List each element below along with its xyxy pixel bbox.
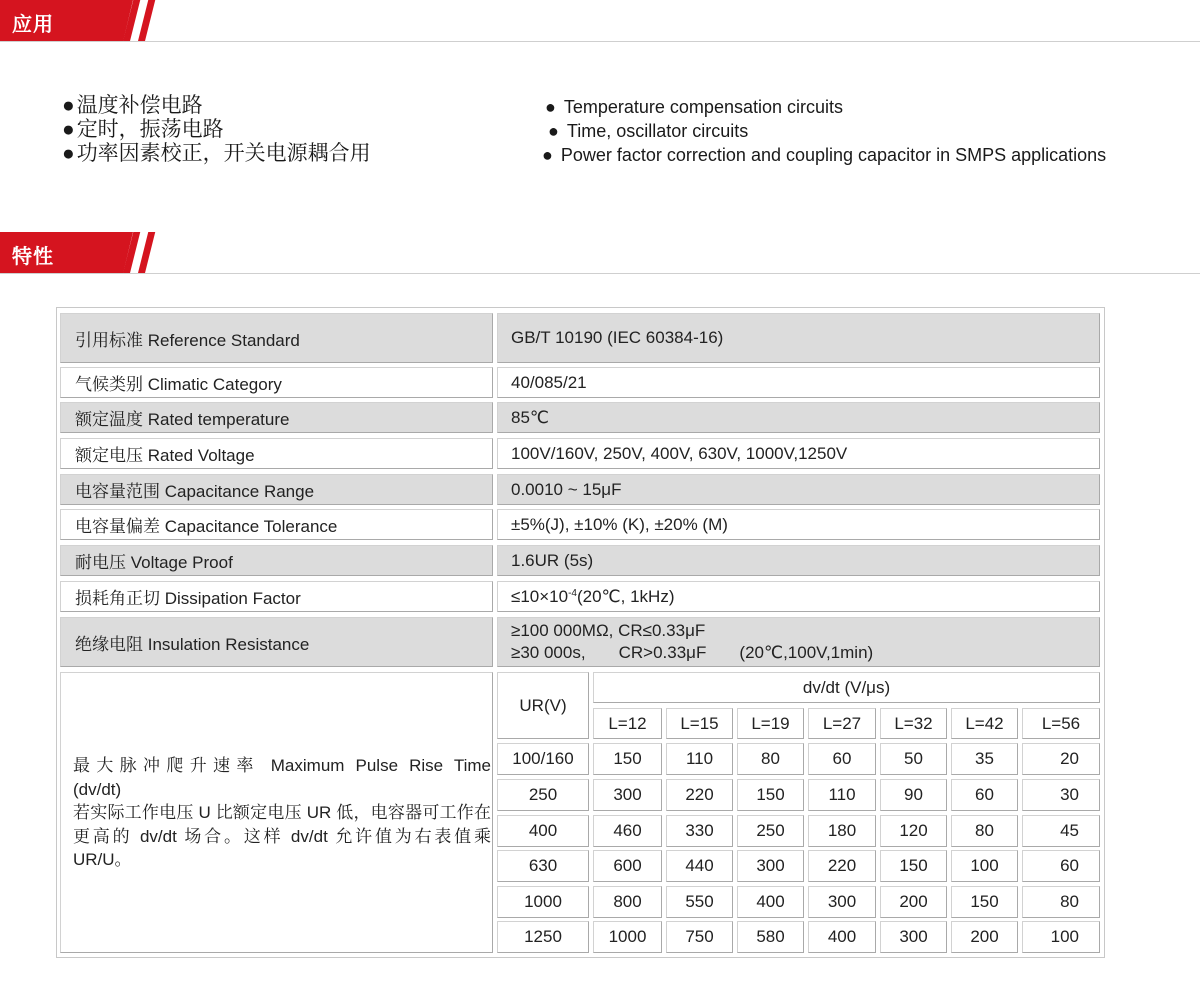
length-header: L=12 bbox=[593, 708, 662, 739]
spec-value: 85℃ bbox=[497, 402, 1100, 433]
dvdt-header: dv/dt (V/μs) bbox=[593, 672, 1100, 703]
dvdt-cell: 440 bbox=[666, 850, 733, 882]
dvdt-cell: 460 bbox=[593, 815, 662, 847]
spec-label: 引用标准 Reference Standard bbox=[60, 313, 493, 363]
dvdt-cell: 80 bbox=[737, 743, 804, 775]
list-item: ●功率因素校正，开关电源耦合用 bbox=[62, 142, 371, 165]
bullet-icon: ● bbox=[542, 145, 553, 165]
dvdt-cell: 800 bbox=[593, 886, 662, 918]
length-header: L=27 bbox=[808, 708, 876, 739]
spec-label: 绝缘电阻 Insulation Resistance bbox=[60, 617, 493, 667]
list-item: ● Temperature compensation circuits bbox=[545, 97, 843, 117]
dvdt-cell: 400 bbox=[737, 886, 804, 918]
dvdt-cell: 45 bbox=[1022, 815, 1100, 847]
section-header-application bbox=[0, 0, 1200, 42]
spec-value: 0.0010 ~ 15μF bbox=[497, 474, 1100, 505]
dvdt-cell: 300 bbox=[593, 779, 662, 811]
header-stripe bbox=[138, 0, 155, 42]
application-list-cn bbox=[62, 94, 371, 166]
dvdt-cell: 550 bbox=[666, 886, 733, 918]
spec-value: ≥100 000MΩ, CR≤0.33μF ≥30 000s, CR>0.33μF (20℃,100V,1min) bbox=[497, 617, 1100, 667]
dvdt-cell: 180 bbox=[808, 815, 876, 847]
dvdt-cell: 60 bbox=[808, 743, 876, 775]
dvdt-cell: 200 bbox=[951, 921, 1018, 953]
dvdt-cell: 250 bbox=[737, 815, 804, 847]
dvdt-cell: 400 bbox=[808, 921, 876, 953]
dvdt-cell: 90 bbox=[880, 779, 947, 811]
section-title-application: 应用 bbox=[12, 14, 54, 36]
spec-value: 40/085/21 bbox=[497, 367, 1100, 398]
length-header: L=56 bbox=[1022, 708, 1100, 739]
ur-cell: 1000 bbox=[497, 886, 589, 918]
section-divider bbox=[0, 273, 1200, 274]
length-header: L=15 bbox=[666, 708, 733, 739]
list-item: ●温度补偿电路 bbox=[62, 94, 203, 117]
header-stripe bbox=[138, 232, 155, 274]
bullet-icon: ● bbox=[62, 94, 75, 117]
ur-cell: 100/160 bbox=[497, 743, 589, 775]
dvdt-cell: 300 bbox=[737, 850, 804, 882]
spec-label: 损耗角正切 Dissipation Factor bbox=[60, 581, 493, 612]
dvdt-cell: 60 bbox=[1022, 850, 1100, 882]
spec-value: 1.6UR (5s) bbox=[497, 545, 1100, 576]
dvdt-cell: 120 bbox=[880, 815, 947, 847]
dvdt-cell: 150 bbox=[593, 743, 662, 775]
bullet-icon: ● bbox=[545, 97, 556, 117]
spec-label: 额定温度 Rated temperature bbox=[60, 402, 493, 433]
length-header: L=32 bbox=[880, 708, 947, 739]
spec-value: ±5%(J), ±10% (K), ±20% (M) bbox=[497, 509, 1100, 540]
dvdt-cell: 600 bbox=[593, 850, 662, 882]
dvdt-cell: 35 bbox=[951, 743, 1018, 775]
dvdt-cell: 1000 bbox=[593, 921, 662, 953]
dvdt-cell: 100 bbox=[951, 850, 1018, 882]
dvdt-cell: 50 bbox=[880, 743, 947, 775]
pulse-note: 若实际工作电压 U 比额定电压 UR 低，电容器可工作在更高的 dv/dt 场合。这样 dv/dt 允许值为右表值乘 UR/U。 bbox=[73, 803, 491, 869]
spec-label: 耐电压 Voltage Proof bbox=[60, 545, 493, 576]
ur-cell: 630 bbox=[497, 850, 589, 882]
list-item: ●定时，振荡电路 bbox=[62, 118, 224, 141]
ur-header: UR(V) bbox=[497, 672, 589, 739]
dvdt-cell: 200 bbox=[880, 886, 947, 918]
section-title-features: 特性 bbox=[12, 246, 54, 268]
dvdt-cell: 330 bbox=[666, 815, 733, 847]
dvdt-cell: 300 bbox=[808, 886, 876, 918]
dvdt-cell: 80 bbox=[1022, 886, 1100, 918]
ur-cell: 1250 bbox=[497, 921, 589, 953]
dvdt-cell: 150 bbox=[737, 779, 804, 811]
list-item: ● Time, oscillator circuits bbox=[548, 121, 749, 141]
bullet-icon: ● bbox=[548, 121, 559, 141]
ur-cell: 400 bbox=[497, 815, 589, 847]
pulse-title: 最大脉冲爬升速率 Maximum Pulse Rise Time bbox=[73, 756, 491, 775]
dvdt-cell: 60 bbox=[951, 779, 1018, 811]
dvdt-cell: 30 bbox=[1022, 779, 1100, 811]
spec-label: 电容量范围 Capacitance Range bbox=[60, 474, 493, 505]
spec-value: 100V/160V, 250V, 400V, 630V, 1000V,1250V bbox=[497, 438, 1100, 469]
dvdt-cell: 110 bbox=[808, 779, 876, 811]
length-header: L=19 bbox=[737, 708, 804, 739]
section-divider bbox=[0, 41, 1200, 42]
pulse-subtitle: (dv/dt) bbox=[73, 779, 122, 799]
spec-label: 电容量偏差 Capacitance Tolerance bbox=[60, 509, 493, 540]
dvdt-cell: 750 bbox=[666, 921, 733, 953]
dvdt-cell: 150 bbox=[880, 850, 947, 882]
ur-cell: 250 bbox=[497, 779, 589, 811]
dvdt-cell: 580 bbox=[737, 921, 804, 953]
spec-label: 额定电压 Rated Voltage bbox=[60, 438, 493, 469]
dvdt-cell: 220 bbox=[808, 850, 876, 882]
bullet-icon: ● bbox=[62, 118, 75, 141]
application-list-en bbox=[542, 95, 1107, 167]
dvdt-cell: 300 bbox=[880, 921, 947, 953]
dvdt-cell: 20 bbox=[1022, 743, 1100, 775]
list-item: ● Power factor correction and coupling capacitor in SMPS applications bbox=[542, 145, 1107, 165]
pulse-description bbox=[73, 754, 491, 872]
dvdt-cell: 80 bbox=[951, 815, 1018, 847]
section-header-features bbox=[0, 232, 1200, 274]
spec-value: ≤10×10 $^{-4}$ (20℃, 1kHz) bbox=[497, 581, 1100, 612]
dvdt-cell: 150 bbox=[951, 886, 1018, 918]
dvdt-cell: 110 bbox=[666, 743, 733, 775]
spec-value: GB/T 10190 (IEC 60384-16) bbox=[497, 313, 1100, 363]
dvdt-cell: 220 bbox=[666, 779, 733, 811]
bullet-icon: ● bbox=[62, 142, 75, 165]
dvdt-cell: 100 bbox=[1022, 921, 1100, 953]
spec-label: 气候类别 Climatic Category bbox=[60, 367, 493, 398]
length-header: L=42 bbox=[951, 708, 1018, 739]
